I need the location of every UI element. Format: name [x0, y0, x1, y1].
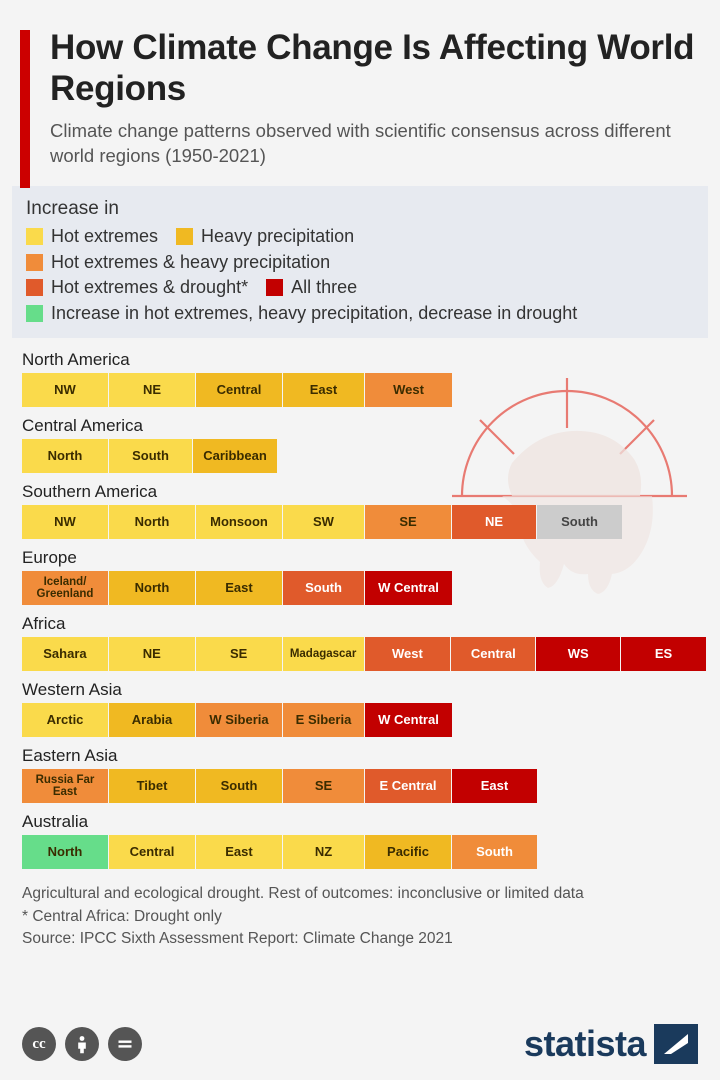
legend-swatch-icon [26, 228, 43, 245]
bar-cell: NE [452, 505, 537, 539]
region-bar [22, 703, 706, 737]
legend-item-label: Heavy precipitation [201, 226, 355, 247]
bar-cell: SW [283, 505, 365, 539]
bar-cell: E Central [365, 769, 452, 803]
region-bar [22, 637, 706, 671]
region-label: Southern America [22, 482, 158, 502]
bar-cell: North [22, 439, 109, 473]
cc-nd-icon [108, 1027, 142, 1061]
bar-cell: Arabia [109, 703, 196, 737]
cc-icon: cc [22, 1027, 56, 1061]
legend-item-label: Hot extremes & heavy precipitation [51, 251, 331, 272]
bar-cell: South [109, 439, 193, 473]
bar-cell: Tibet [109, 769, 196, 803]
legend-swatch-icon [26, 254, 43, 271]
region-label: Europe [22, 548, 77, 568]
region-label: Western Asia [22, 680, 122, 700]
legend-row-3 [26, 276, 694, 299]
legend-item-decrease-drought [26, 302, 577, 325]
legend-row-1 [26, 225, 694, 248]
region-eastern-asia [22, 746, 706, 803]
bar-cell: Sahara [22, 637, 109, 671]
legend-swatch-icon [176, 228, 193, 245]
bar-cell: South [283, 571, 365, 605]
bar-cell: North [109, 571, 196, 605]
page-title: How Climate Change Is Affecting World Regions [50, 28, 695, 108]
cc-by-icon [65, 1027, 99, 1061]
chart [0, 350, 720, 869]
region-western-asia [22, 680, 706, 737]
bar-cell: Central [196, 373, 283, 407]
legend-item-hot-extremes [26, 225, 158, 248]
footer [0, 1008, 720, 1080]
title-accent-bar [20, 30, 30, 188]
bar-cell: NW [22, 505, 109, 539]
bar-cell: East [452, 769, 537, 803]
bar-cell: NZ [283, 835, 365, 869]
legend-swatch-icon [26, 279, 43, 296]
bar-cell: SE [196, 637, 283, 671]
source-line: Source: IPCC Sixth Assessment Report: Climate Change 2021 [22, 930, 453, 948]
region-central-america [22, 416, 706, 473]
statista-wordmark: statista [523, 1023, 646, 1064]
page-subtitle: Climate change patterns observed with scientific consensus across different world regions (1950-2021) [50, 120, 671, 166]
footnotes [0, 883, 720, 950]
region-label: North America [22, 350, 130, 370]
bar-cell: West [365, 373, 452, 407]
bar-cell: W Siberia [196, 703, 283, 737]
region-southern-america [22, 482, 706, 539]
legend-item-hot-extremes-drought [26, 276, 248, 299]
legend-swatch-icon [26, 305, 43, 322]
region-bar [22, 571, 706, 605]
bar-cell: Russia Far East [22, 769, 109, 803]
legend-swatch-icon [266, 279, 283, 296]
legend-item-label: All three [291, 277, 358, 298]
region-bar [22, 439, 706, 473]
bar-cell: East [283, 373, 365, 407]
bar-cell: South [452, 835, 537, 869]
region-bar [22, 835, 706, 869]
bar-cell: Central [451, 637, 536, 671]
legend-item-label: Hot extremes & drought* [51, 277, 249, 298]
bar-cell: E Siberia [283, 703, 365, 737]
bar-cell: North [22, 835, 109, 869]
legend-item-label: Hot extremes [51, 226, 159, 247]
region-bar [22, 373, 706, 407]
bar-cell: Madagascar [283, 637, 365, 671]
region-bar [22, 769, 706, 803]
statista-logo [524, 1023, 698, 1065]
region-label: Central America [22, 416, 143, 436]
bar-cell: East [196, 571, 283, 605]
bar-cell: North [109, 505, 196, 539]
region-label: Africa [22, 614, 66, 634]
bar-cell: South [537, 505, 622, 539]
bar-cell: W Central [365, 703, 452, 737]
footnote-line-1: Agricultural and ecological drought. Rest of outcomes: inconclusive or limited data [22, 885, 584, 903]
bar-cell: Iceland/ Greenland [22, 571, 109, 605]
footnote-line-2: * Central Africa: Drought only [22, 907, 222, 925]
bar-cell: South [196, 769, 283, 803]
bar-cell: East [196, 835, 283, 869]
legend-item-label: Increase in hot extremes, heavy precipitation, decrease in drought [51, 302, 578, 323]
statista-mark-icon [654, 1024, 698, 1064]
legend-item-all-three [266, 276, 357, 299]
legend-item-heavy-precipitation [176, 225, 354, 248]
bar-cell: NE [109, 637, 196, 671]
region-europe [22, 548, 706, 605]
bar-cell: WS [536, 637, 621, 671]
legend-row-4 [26, 302, 694, 325]
bar-cell: ES [621, 637, 706, 671]
creative-commons-icons [22, 1027, 142, 1061]
bar-cell: Caribbean [193, 439, 277, 473]
bar-cell: Monsoon [196, 505, 283, 539]
bar-cell: NW [22, 373, 109, 407]
bar-cell: NE [109, 373, 196, 407]
legend-title: Increase in [26, 198, 119, 220]
header [0, 0, 720, 168]
bar-cell: Pacific [365, 835, 452, 869]
bar-cell: W Central [365, 571, 452, 605]
legend [12, 186, 708, 338]
region-label: Australia [22, 812, 89, 832]
bar-cell: Arctic [22, 703, 109, 737]
legend-item-hot-extremes-heavy-precipitation [26, 251, 330, 274]
bar-cell: Central [109, 835, 196, 869]
legend-row-2 [26, 251, 694, 274]
region-africa [22, 614, 706, 671]
region-north-america [22, 350, 706, 407]
bar-cell: SE [283, 769, 365, 803]
bar-cell: SE [365, 505, 452, 539]
region-label: Eastern Asia [22, 746, 118, 766]
region-australia [22, 812, 706, 869]
region-bar [22, 505, 706, 539]
bar-cell: West [365, 637, 452, 671]
